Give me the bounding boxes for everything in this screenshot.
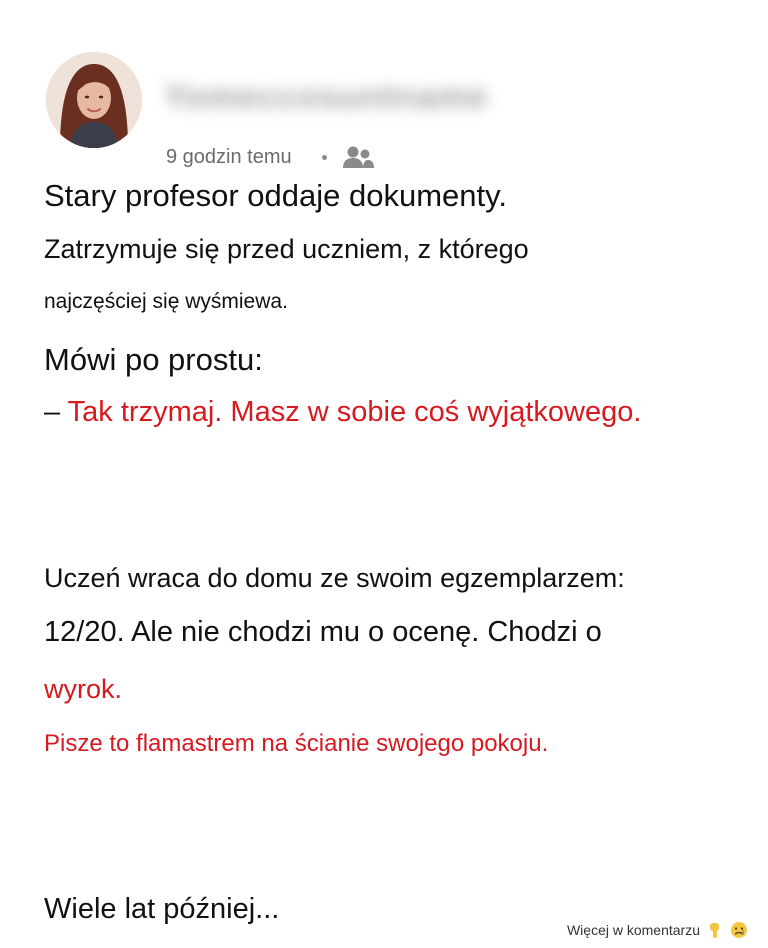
author-name[interactable]: Yomeccosuntname — [164, 78, 489, 116]
post-text-line-8: wyrok. — [44, 674, 123, 704]
post-text-line-7: 12/20. Ale nie chodzi mu o ocenę. Chodzi o — [44, 616, 602, 648]
post-text-line-3: najczęściej się wyśmiewa. — [44, 290, 288, 313]
friends-icon[interactable] — [341, 144, 375, 170]
avatar-photo — [46, 52, 142, 148]
timestamp[interactable]: 9 godzin temu — [166, 145, 292, 168]
post-text-line-1: Stary profesor oddaje dokumenty. — [44, 178, 507, 213]
post-text-line-2: Zatrzymuje się przed uczniem, z którego — [44, 234, 529, 264]
pointing-down-hand-icon — [706, 921, 724, 939]
post-text-line-5 — [44, 396, 641, 429]
see-more-footer[interactable] — [567, 918, 748, 942]
quote-dash: – — [44, 396, 68, 428]
post-text-line-6: Uczeń wraca do domu ze swoim egzemplarzem: — [44, 563, 625, 593]
sad-face-icon — [730, 921, 748, 939]
avatar[interactable] — [46, 52, 142, 148]
separator-dot — [322, 155, 327, 160]
quote-text: Tak trzymaj. Masz w sobie coś wyjątkowego. — [67, 396, 642, 428]
see-more-label[interactable]: Więcej w komentarzu — [566, 922, 700, 938]
post-text-line-10: Wiele lat później... — [44, 893, 280, 925]
post-text-line-4: Mówi po prostu: — [44, 342, 263, 377]
post-text-line-9: Pisze to flamastrem na ścianie swojego pokoju. — [44, 730, 549, 757]
post-meta — [166, 144, 375, 170]
